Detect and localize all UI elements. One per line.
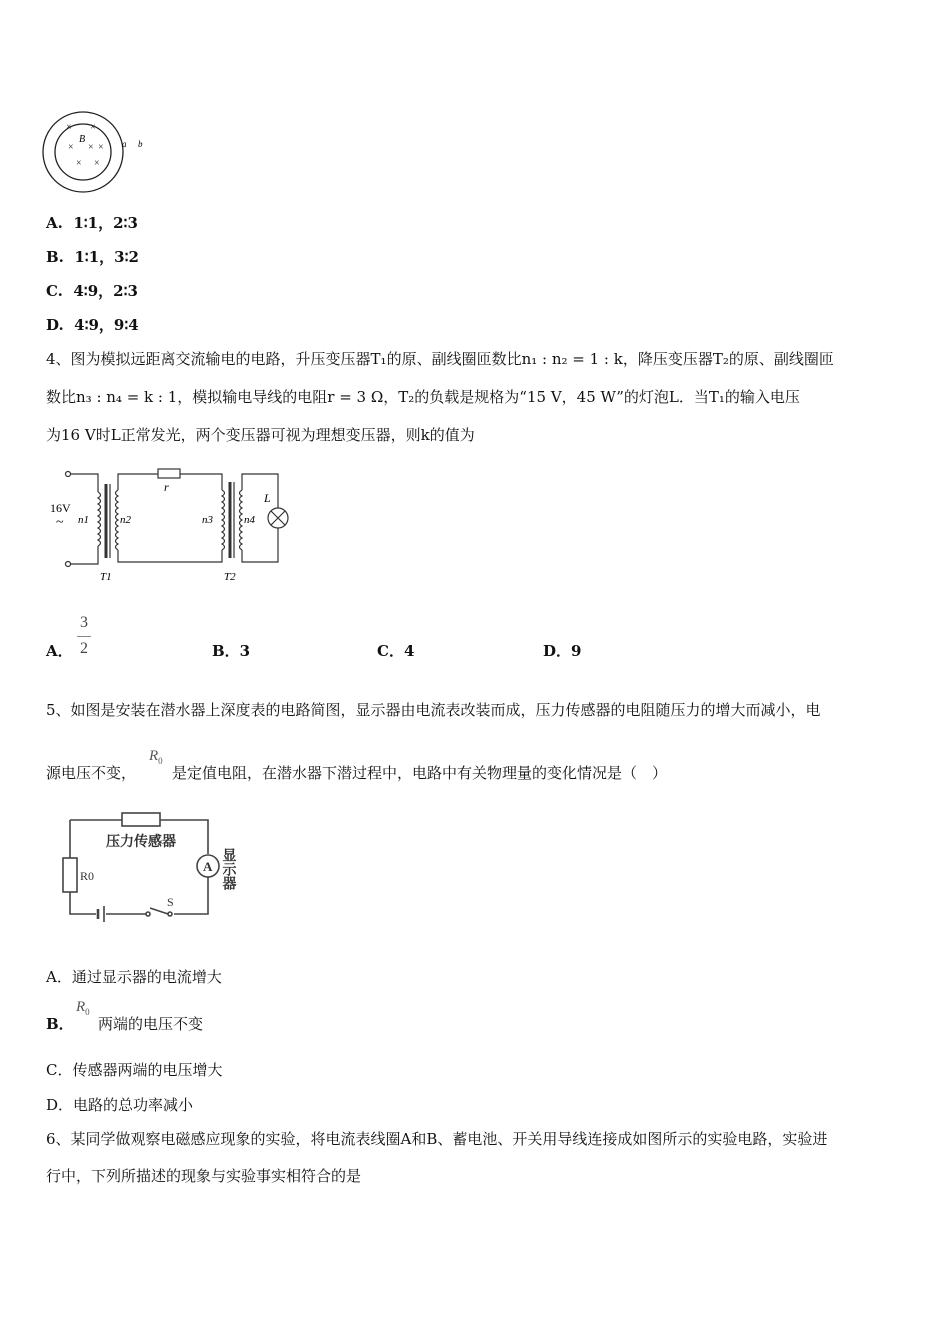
q5-switch-label: S — [167, 895, 174, 909]
q4-label-n4: n4 — [244, 514, 255, 526]
q5-option-d[interactable]: D．电路的总功率减小 — [46, 1096, 194, 1114]
q5-option-b-text: 两端的电压不变 — [98, 1015, 204, 1033]
q3-option-a[interactable]: A. 1∶1，2∶3 — [46, 214, 138, 232]
svg-text:×: × — [94, 158, 100, 169]
q4-option-d[interactable]: D．9 — [543, 642, 582, 660]
q4-option-a-denominator: 2 — [80, 640, 88, 657]
q4-stem-line3: 为16 V时L正常发光，两个变压器可视为理想变压器，则k的值为 — [46, 426, 475, 444]
q3-figure — [40, 108, 160, 200]
svg-text:×: × — [66, 122, 72, 133]
q4-stem-line1: 4、图为模拟远距离交流输电的电路，升压变压器T₁的原、副线圈匝数比n₁ : n₂ = 1 : k，降压变压器T₂的原、副线圈匝 — [46, 350, 834, 368]
q5-option-b[interactable]: B． — [46, 1015, 74, 1033]
q3-option-b[interactable]: B. 1∶1，3∶2 — [46, 248, 139, 266]
q4-stem-line2: 数比n₃ : n₄ = k : 1，模拟输电导线的电阻r = 3 Ω，T₂的负载是规格为“15 V，45 W”的灯泡L．当T₁的输入电压 — [46, 388, 800, 406]
q6-stem-line2: 行中，下列所描述的现象与实验事实相符合的是 — [46, 1167, 362, 1185]
q5-sensor-label: 压力传感器 — [106, 835, 176, 850]
q4-option-a-numerator: 3 — [80, 614, 88, 631]
svg-text:×: × — [90, 122, 96, 133]
q5-stem-line1: 5、如图是安装在潜水器上深度表的电路简图，显示器由电流表改装而成，压力传感器的电阻随压力的增大而减小，电 — [46, 701, 821, 719]
q5-r0-label: R0 — [80, 869, 95, 883]
ac-symbol-icon: ~ — [56, 515, 64, 530]
q6-stem-line1: 6、某同学做观察电磁感应现象的实验，将电流表线圈A和B、蓄电池、开关用导线连接成如图所示的实验电路，实验进 — [46, 1130, 828, 1148]
label-B: B — [79, 134, 86, 145]
q3-option-d[interactable]: D. 4∶9，9∶4 — [46, 316, 139, 334]
svg-text:×: × — [98, 142, 104, 153]
label-a: a — [122, 139, 127, 149]
q4-option-c[interactable]: C．4 — [377, 642, 415, 660]
q4-label-r: r — [164, 480, 169, 494]
q5-option-b-r0: $R_0$ — [76, 999, 90, 1017]
q5-r0-symbol: $R_0$ — [149, 748, 163, 766]
q3-option-c[interactable]: C. 4∶9，2∶3 — [46, 282, 138, 300]
q4-label-L: L — [264, 491, 271, 505]
q4-voltage-label: 16V — [50, 501, 71, 515]
q4-option-a[interactable]: A． — [46, 642, 73, 660]
q5-option-c[interactable]: C．传感器两端的电压增大 — [46, 1061, 223, 1079]
q4-label-n1: n1 — [78, 514, 89, 526]
q5-stem-line2-rest: 是定值电阻，在潜水器下潜过程中，电路中有关物理量的变化情况是（ ） — [172, 764, 668, 782]
q5-display-label: 显示器 — [220, 848, 236, 890]
svg-text:×: × — [76, 158, 82, 169]
q5-circuit-figure — [58, 808, 268, 934]
q4-label-T2: T2 — [224, 571, 236, 583]
q4-circuit-figure — [44, 462, 314, 592]
q4-label-n3: n3 — [202, 514, 213, 526]
q4-option-b[interactable]: B．3 — [212, 642, 251, 660]
fraction-bar — [77, 636, 91, 637]
svg-text:×: × — [68, 142, 74, 153]
ammeter-icon: A — [203, 859, 213, 874]
label-b: b — [138, 139, 143, 149]
q4-label-T1: T1 — [100, 571, 112, 583]
q5-option-a[interactable]: A．通过显示器的电流增大 — [46, 968, 222, 986]
q5-stem-line2: 源电压不变， — [46, 764, 137, 782]
q4-label-n2: n2 — [120, 514, 131, 526]
svg-text:×: × — [88, 142, 94, 153]
